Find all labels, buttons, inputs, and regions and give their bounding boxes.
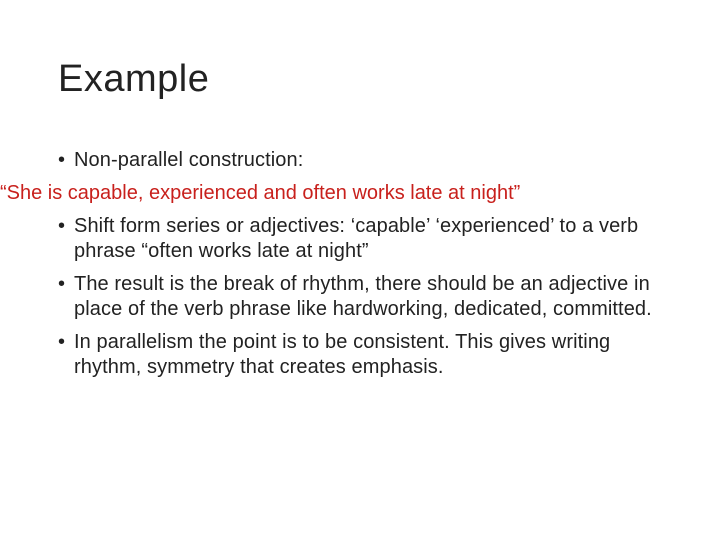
bullet-intro	[58, 148, 662, 173]
example-quote	[0, 181, 618, 206]
bullet-text: Shift form series or adjectives: ‘capable’ ‘experienced’ to a verb phrase “often works late at night”	[74, 215, 639, 262]
quote-text: “She is capable, experienced and often works late at night”	[0, 182, 521, 204]
bullet-marker: •	[58, 215, 66, 237]
bullet-marker: •	[58, 149, 66, 171]
bullet-item	[58, 214, 662, 264]
bullet-text: In parallelism the point is to be consistent. This gives writing rhythm, symmetry that creates emphasis.	[74, 331, 611, 378]
bullet-item	[58, 272, 662, 322]
bullet-marker: •	[58, 273, 66, 295]
slide-body	[0, 148, 662, 388]
slide-title: Example	[58, 58, 210, 100]
bullet-marker: •	[58, 331, 66, 353]
bullet-text: The result is the break of rhythm, there should be an adjective in place of the verb phrase like hardworking, dedicated, committed.	[74, 273, 652, 320]
bullet-text: Non-parallel construction:	[74, 149, 304, 171]
bullet-item	[58, 330, 662, 380]
